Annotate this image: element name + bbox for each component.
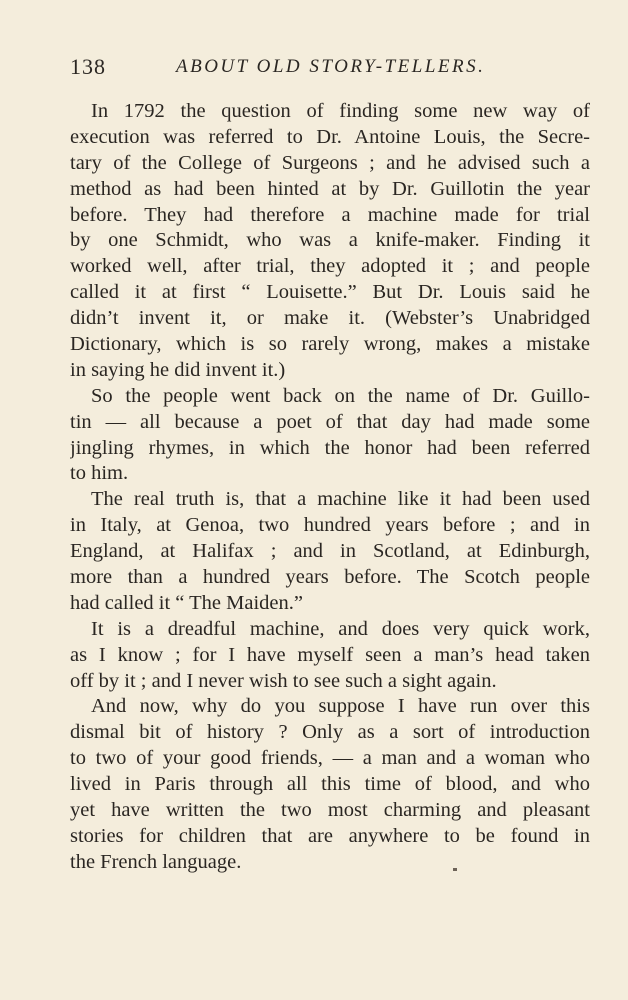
paragraph — [70, 487, 590, 616]
text-line: didn’t invent it, or make it. (Webster’s Unabridged — [70, 307, 590, 330]
text-line: as I know ; for I have myself seen a man’s head taken — [70, 643, 590, 666]
text-line: jingling rhymes, in which the honor had been referred — [70, 436, 590, 459]
text-line: to two of your good friends, — a man and a woman who — [70, 747, 590, 770]
text-line: more than a hundred years before. The Scotch people — [70, 566, 590, 589]
text-line: in Italy, at Genoa, two hundred years before ; and in — [70, 514, 590, 537]
text-line: And now, why do you suppose I have run over this — [91, 695, 590, 718]
paragraph — [70, 694, 590, 875]
text-line: tary of the College of Surgeons ; and he advised such a — [70, 151, 590, 174]
text-line: stories for children that are anywhere to be found in — [70, 824, 590, 847]
paragraph — [70, 617, 590, 695]
page-number: 138 — [70, 54, 106, 79]
running-title: ABOUT OLD STORY-TELLERS. — [176, 56, 486, 77]
text-line: Dictionary, which is so rarely wrong, makes a mistake — [70, 333, 590, 356]
text-line: So the people went back on the name of Dr. Guillo- — [91, 384, 590, 407]
printer-mark — [453, 868, 457, 871]
text-line: England, at Halifax ; and in Scotland, at Edinburgh, — [70, 540, 590, 563]
text-line: off by it ; and I never wish to see such a sight again. — [70, 669, 497, 692]
text-line: the French language. — [70, 850, 242, 873]
text-line: It is a dreadful machine, and does very quick work, — [91, 617, 590, 640]
text-line: lived in Paris through all this time of blood, and who — [70, 773, 590, 796]
text-line: The real truth is, that a machine like it had been used — [91, 488, 590, 511]
text-line: In 1792 the question of finding some new way of — [91, 100, 590, 122]
text-line: tin — all because a poet of that day had made some — [70, 410, 590, 433]
text-line: in saying he did invent it.) — [70, 358, 286, 381]
text-line: method as had been hinted at by Dr. Guillotin the year — [70, 177, 590, 200]
body-text — [70, 99, 590, 876]
text-line: dismal bit of history ? Only as a sort of introduction — [70, 721, 590, 744]
text-line: before. They had therefore a machine made for trial — [70, 203, 590, 226]
text-line: worked well, after trial, they adopted it ; and people — [70, 255, 590, 278]
paragraph — [70, 99, 590, 384]
text-line: called it at first “ Louisette.” But Dr. Louis said he — [70, 281, 590, 304]
running-head — [70, 54, 590, 84]
paragraph — [70, 384, 590, 488]
text-line: yet have written the two most charming and pleasant — [70, 799, 590, 822]
text-line: had called it “ The Maiden.” — [70, 591, 303, 614]
text-line: to him. — [70, 462, 129, 485]
text-line: execution was referred to Dr. Antoine Louis, the Secre- — [70, 125, 590, 148]
text-line: by one Schmidt, who was a knife-maker. Finding it — [70, 229, 590, 252]
